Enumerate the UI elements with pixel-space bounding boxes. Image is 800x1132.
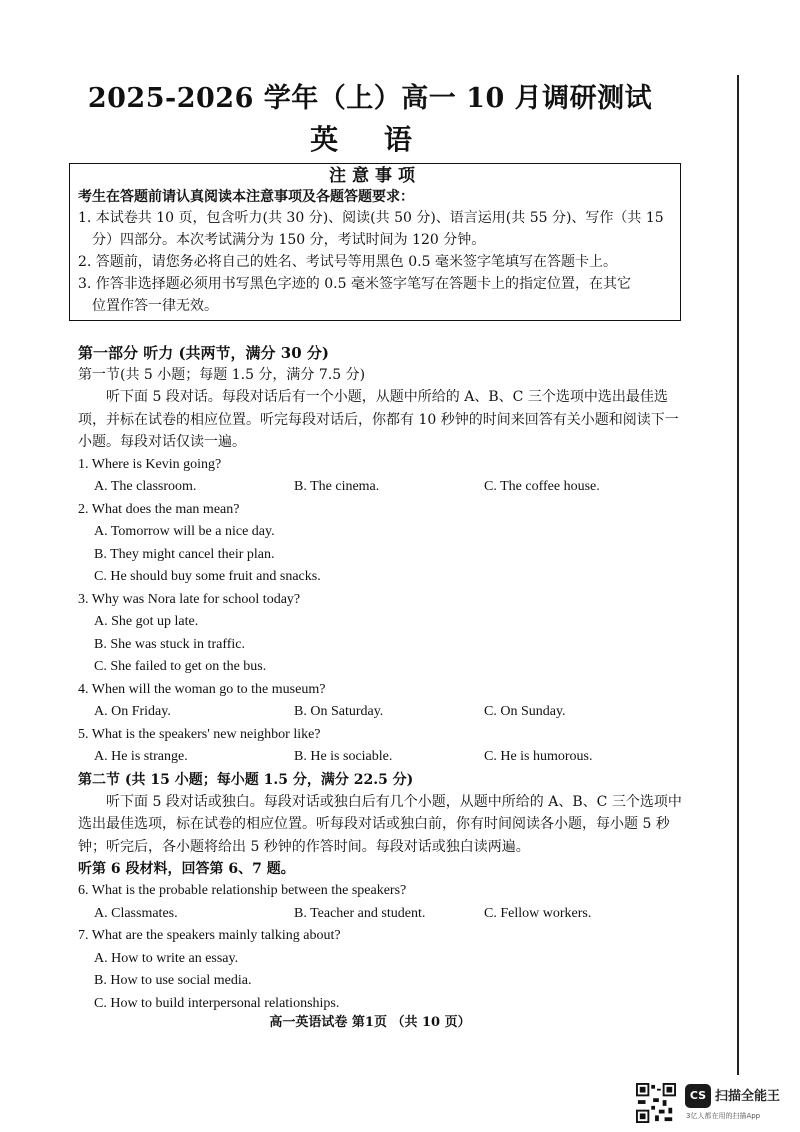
option-c: C. The coffee house. (484, 479, 600, 494)
option-c: C. He is humorous. (484, 749, 593, 764)
section-two-title: 第二节 (共 15 小题；每小题 1.5 分，满分 22.5 分) (78, 771, 414, 788)
notice-item-line: 3. 作答非选择题必须用书写黑色字迹的 0.5 毫米签字笔写在答题卡上的指定位置，在其它 (78, 276, 631, 292)
notice-title: 注意事项 (329, 166, 421, 186)
notice-item-line: 1. 本试卷共 10 页，包含听力(共 30 分)、阅读(共 50 分)、语言运用(共 55 分)、写作（共 15 (78, 210, 664, 226)
notice-item-line: 分）四部分。本次考试满分为 150 分，考试时间为 120 分钟。 (92, 232, 486, 248)
notice-item-line: 位置作答一律无效。 (92, 298, 218, 314)
option-a: A. She got up late. (94, 614, 199, 629)
subject-title: 英 语 (310, 123, 430, 156)
option-c: C. How to build interpersonal relationships. (94, 995, 340, 1011)
option-b: B. How to use social media. (94, 973, 252, 988)
camscanner-logo: CS (685, 1084, 711, 1108)
option-a: A. How to write an essay. (94, 950, 239, 966)
page-footer: 高一英语试卷 第1页 （共 10 页） (269, 1015, 471, 1030)
options-row (78, 476, 688, 499)
options-row (78, 701, 688, 724)
option-a: A. Tomorrow will be a nice day. (94, 524, 275, 539)
options-row (78, 746, 688, 769)
section-two-instructions: 听下面 5 段对话或独白。每段对话或独白后有几个小题，从题中所给的 A、B、C 三个选项中选出最佳选项，标在试卷的相应位置。听每段对话或独白前，你有时间阅读各小题，每小题 5 秒钟；听完后，各小题将给出 5 秒钟的作答时间。每段对话或独白读两遍。 (78, 793, 682, 855)
question-6: 6. What is the probable relationship between the speakers? (78, 883, 407, 898)
notice-item-1 (78, 207, 672, 251)
notice-item-line: 2. 答题前，请您务必将自己的姓名、考试号等用黑色 0.5 毫米签字笔填写在答题卡上。 (78, 254, 617, 270)
part-one-title: 第一部分 听力 (共两节，满分 30 分) (78, 344, 329, 362)
option-b: B. The cinema. (294, 479, 380, 494)
notice-item-3 (78, 273, 672, 317)
option-a: A. He is strange. (94, 749, 188, 764)
question-5: 5. What is the speakers' new neighbor like? (78, 726, 321, 742)
notice-box (69, 163, 681, 321)
question-2: 2. What does the man mean? (78, 501, 240, 517)
section-one-title: 第一节(共 5 小题；每题 1.5 分，满分 7.5 分) (78, 367, 366, 383)
exam-title: 2025-2026 学年（上）高一 10 月调研测试 (87, 83, 653, 114)
option-b: B. On Saturday. (294, 704, 384, 719)
option-c: C. She failed to get on the bus. (94, 659, 267, 674)
option-c: C. On Sunday. (484, 704, 566, 719)
option-b: B. They might cancel their plan. (94, 546, 275, 562)
option-a: A. On Friday. (94, 704, 171, 719)
camscanner-tagline: 3亿人都在用的扫描App (686, 1112, 761, 1120)
question-4: 4. When will the woman go to the museum? (78, 681, 326, 697)
option-c: C. Fellow workers. (484, 905, 592, 921)
question-3: 3. Why was Nora late for school today? (78, 591, 301, 607)
exam-body (78, 342, 688, 1015)
option-b: B. She was stuck in traffic. (94, 636, 245, 652)
option-b: B. He is sociable. (294, 749, 393, 764)
question-1: 1. Where is Kevin going? (78, 456, 222, 472)
margin-rule (737, 75, 739, 1075)
section-one-instructions: 听下面 5 段对话。每段对话后有一个小题，从题中所给的 A、B、C 三个选项中选出最佳选项，并标在试卷的相应位置。听完每段对话后，你都有 10 秒钟的时间来回答有关小题和阅读下一小题。每段对话仅读一遍。 (78, 389, 679, 450)
notice-intro: 考生在答题前请认真阅读本注意事项及各题答题要求： (78, 189, 414, 205)
option-b: B. Teacher and student. (294, 905, 426, 921)
camscanner-name: 扫描全能王 (715, 1089, 781, 1104)
qr-code-icon (636, 1083, 676, 1123)
question-7: 7. What are the speakers mainly talking about? (78, 928, 341, 943)
material-six-note: 听第 6 段材料，回答第 6、7 题。 (78, 861, 295, 877)
option-a: A. Classmates. (94, 905, 178, 921)
notice-item-2 (78, 251, 672, 273)
option-a: A. The classroom. (94, 479, 197, 494)
options-row (78, 903, 688, 926)
option-c: C. He should buy some fruit and snacks. (94, 569, 321, 584)
